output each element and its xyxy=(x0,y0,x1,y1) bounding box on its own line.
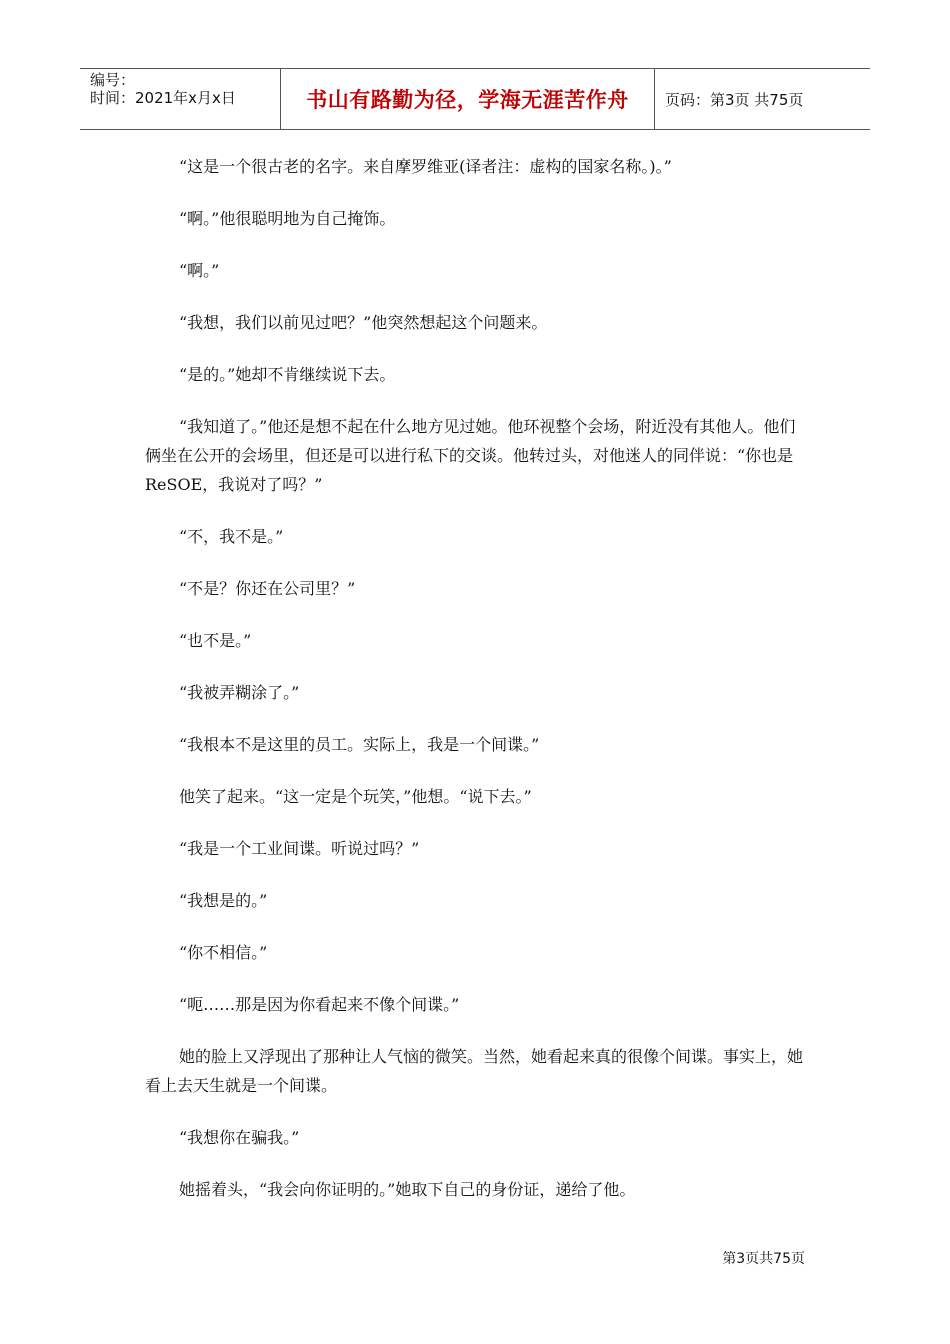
page-header xyxy=(80,68,870,130)
paragraph: “我知道了。”他还是想不起在什么地方见过她。他环视整个会场，附近没有其他人。他们俩坐在公开的会场里，但还是可以进行私下的交谈。他转过头，对他迷人的同伴说：“你也是ReSOE，我说对了吗？” xyxy=(145,417,796,494)
paragraph: “呃……那是因为你看起来不像个间谍。” xyxy=(179,995,460,1014)
paragraph: “我想，我们以前见过吧？”他突然想起这个问题来。 xyxy=(179,313,548,332)
paragraph: “我根本不是这里的员工。实际上，我是一个间谍。” xyxy=(179,735,540,754)
document-number-label: 编号： xyxy=(90,71,136,89)
paragraph: “啊。” xyxy=(179,261,220,280)
paragraph: 他笑了起来。“这一定是个玩笑，”他想。“说下去。” xyxy=(179,787,532,806)
paragraph: 她摇着头，“我会向你证明的。”她取下自己的身份证，递给了他。 xyxy=(179,1180,636,1199)
paragraph: “不，我不是。” xyxy=(179,527,284,546)
paragraph: “是的。”她却不肯继续说下去。 xyxy=(179,365,396,384)
paragraph: “我被弄糊涂了。” xyxy=(179,683,300,702)
paragraph: “也不是。” xyxy=(179,631,252,650)
header-meta xyxy=(80,69,281,129)
header-page-label: 页码：第3页 共75页 xyxy=(665,90,804,109)
paragraph: “啊。”他很聪明地为自己掩饰。 xyxy=(179,209,396,228)
paragraph: 她的脸上又浮现出了那种让人气恼的微笑。当然，她看起来真的很像个间谍。事实上，她看上去天生就是一个间谍。 xyxy=(145,1047,804,1095)
paragraph: “你不相信。” xyxy=(179,943,268,962)
header-motto: 书山有路勤为径，学海无涯苦作舟 xyxy=(281,69,655,129)
document-time-label: 时间：2021年x月x日 xyxy=(90,89,236,107)
paragraph: “我是一个工业间谍。听说过吗？” xyxy=(179,839,420,858)
paragraph: “不是？你还在公司里？” xyxy=(179,579,356,598)
page-footer: 第3页共75页 xyxy=(722,1251,805,1267)
paragraph: “我想你在骗我。” xyxy=(179,1128,300,1147)
document-body xyxy=(145,152,810,1227)
paragraph: “我想是的。” xyxy=(179,891,268,910)
paragraph: “这是一个很古老的名字。来自摩罗维亚(译者注：虚构的国家名称。)。” xyxy=(179,157,672,176)
